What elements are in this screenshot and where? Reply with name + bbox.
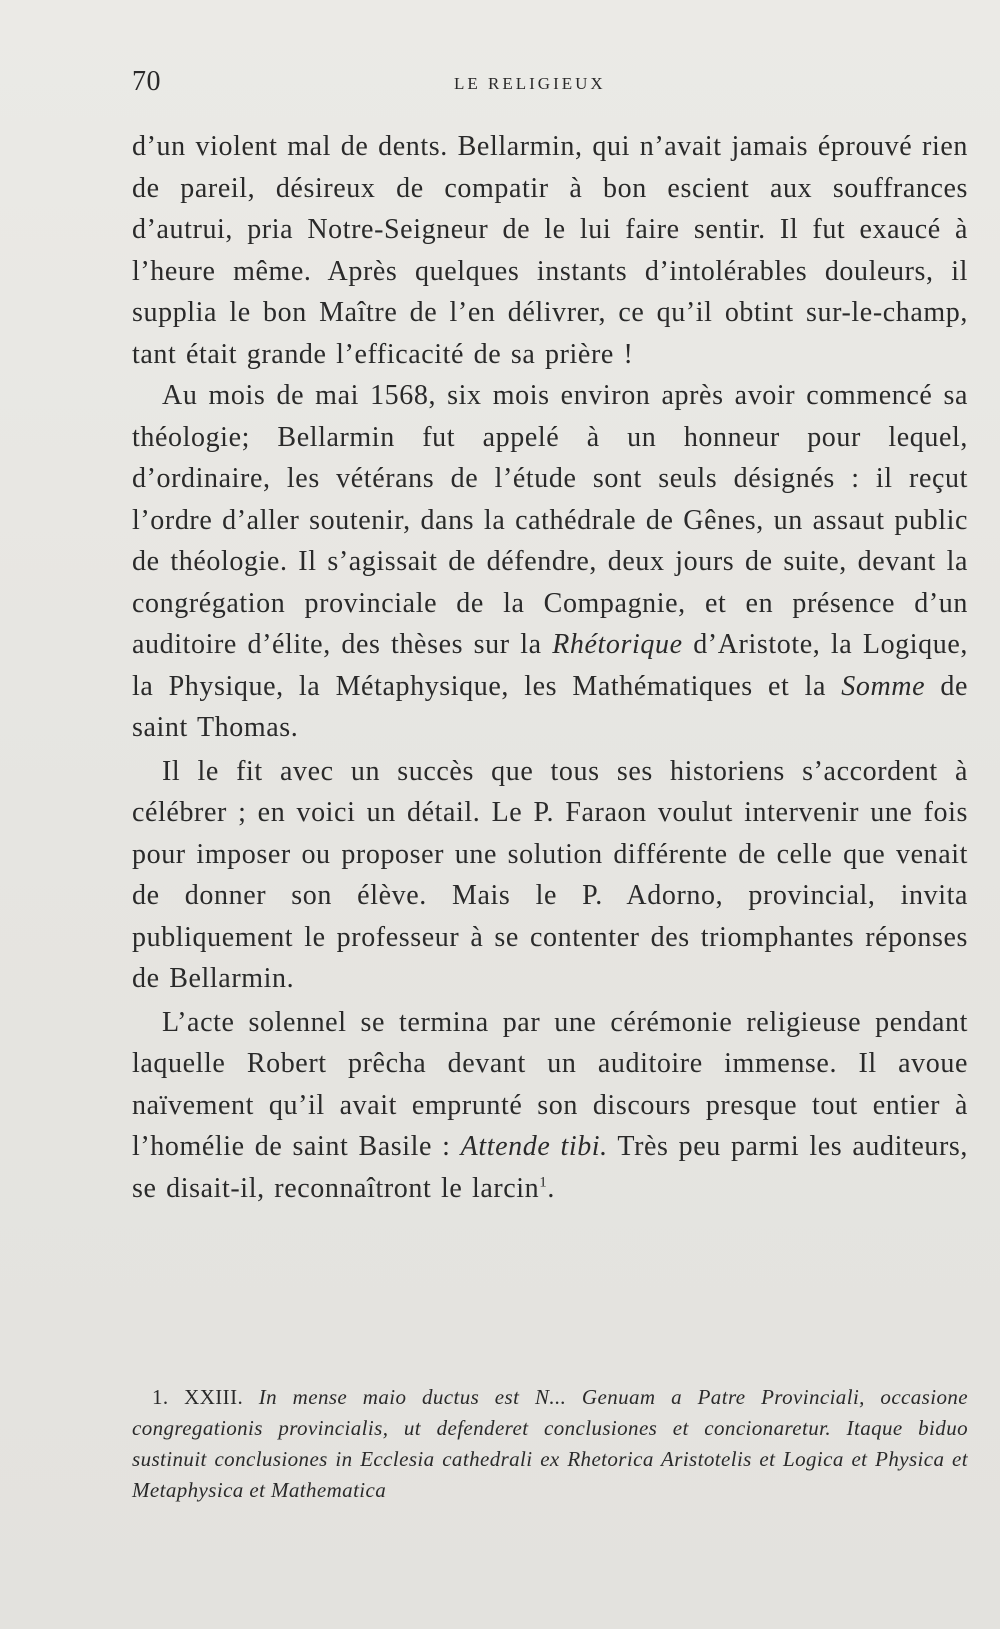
paragraph-2-text-a: Au mois de mai 1568, six mois environ après avoir commencé sa théologie; Bellarmin fut appelé à un honneur pour lequel, d’ordinaire, les vétérans de l’étude sont seuls désignés : il reçut l’ordre d’aller soutenir, dans la cathédrale de Gênes, un assaut public de théologie. Il s’agissait de défendre, deux jours de suite, devant la congrégation provinciale de la Compagnie, et en présence d’un auditoire d’élite, des thèses sur la [132,380,968,660]
paragraph-4 [132,1002,968,1210]
paragraph-4-text-a: L’acte solennel se termina par une cérémonie religieuse pendant laquelle Robert prêcha devant un auditoire immense. Il avoue naïvement qu’il avait emprunté son discours presque tout entier à l’homélie de saint Basile : [132,1006,968,1162]
footnote-reference[interactable]: 1 [539,1174,548,1191]
paragraph-4-italic-a: Attende tibi. [460,1131,608,1162]
running-head: LE RELIGIEUX [454,74,606,93]
footnote-1 [132,1382,968,1506]
paragraph-2 [132,375,968,749]
page-number: 70 [132,66,161,97]
paragraph-4-text-b: Très peu parmi les auditeurs, se disait-il, reconnaîtront le larcin [132,1131,968,1204]
footnote-number: 1. XXIII. [152,1385,259,1409]
footnotes [132,1382,968,1506]
paragraph-2-text-b: d’Aristote, la Logique, la Physique, la Métaphysique, les Mathématiques et la [132,629,968,702]
paragraph-4-text-c: . [547,1172,556,1204]
paragraph-2-text-c: de saint Thomas. [132,670,968,743]
paragraph-1: d’un violent mal de dents. Bellarmin, qui n’avait jamais éprouvé rien de pareil, désireux de compatir à bon escient aux souffrances d’autrui, pria Notre-Seigneur de le lui faire sentir. Il fut exaucé à l’heure même. Après quelques instants d’intolérables douleurs, il supplia le bon Maître de l’en délivrer, ce qu’il obtint sur-le-champ, tant était grande l’efficacité de sa prière ! [132,131,968,370]
footnote-text: In mense maio ductus est N... Genuam a Patre Provinciali, occasione congregationis provincialis, ut defenderet conclusiones et concionaretur. Itaque biduo sustinuit conclusiones in Ecclesia cathedrali ex Rhetorica Aristotelis et Logica et Physica et Metaphysica et Mathematica [132,1385,969,1502]
page-header [132,66,962,106]
paragraph-2-italic-a: Rhétorique [552,629,683,660]
body-text [132,126,968,1209]
paragraph-3: Il le fit avec un succès que tous ses historiens s’accordent à célébrer ; en voici un détail. Le P. Faraon voulut intervenir une fois pour imposer ou proposer une solution différente de celle que venait de donner son élève. Mais le P. Adorno, provincial, invita publiquement le professeur à se contenter des triomphantes réponses de Bellarmin. [132,755,968,994]
paragraph-2-italic-b: Somme [841,670,926,702]
